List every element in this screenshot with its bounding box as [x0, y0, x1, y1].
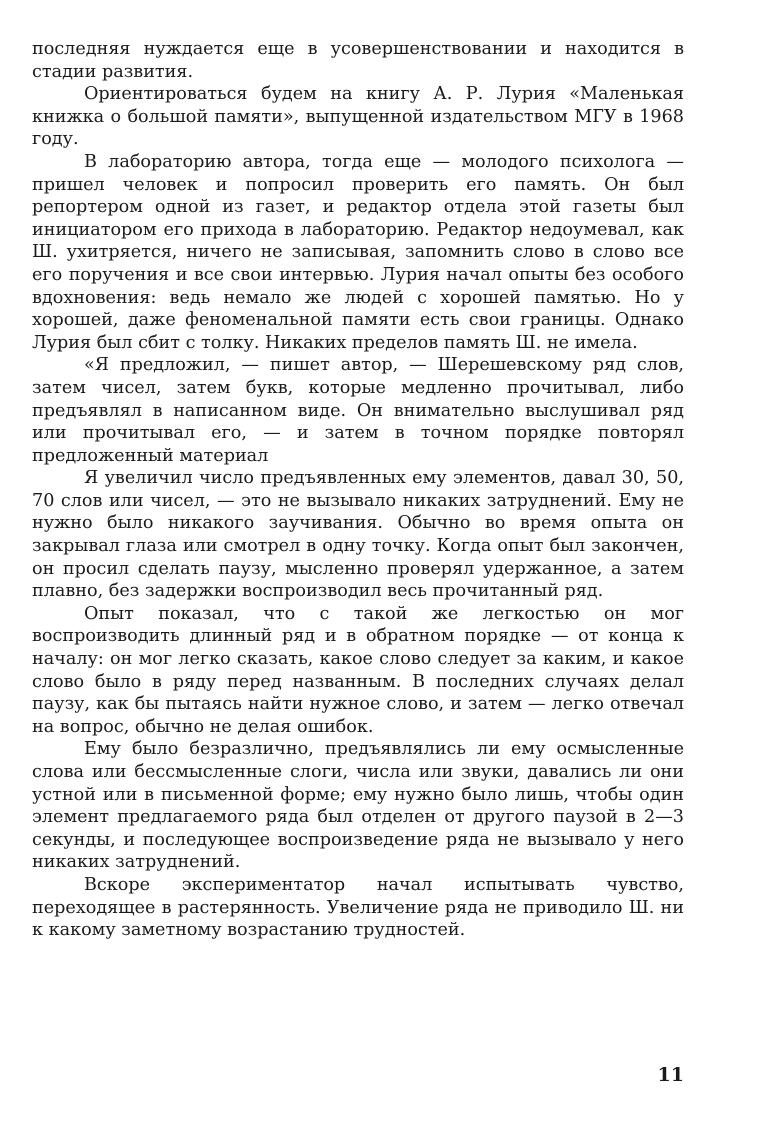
page-number: 11	[657, 1064, 684, 1086]
paragraph-experimenter-confusion: Вскоре экспериментатор начал испытывать чувство, переходящее в растерянность. Увеличение ряда не приводило Ш. ни к какому заметному возрастанию трудностей.	[32, 874, 684, 941]
paragraph-increased-elements: Я увеличил число предъявленных ему элементов, давал 30, 50, 70 слов или чисел, — это не вызывало никаких затруднений. Ему не нужно было никакого заучивания. Обычно во время опыта он закрывал глаза или смотрел в одну точку. Когда опыт был закончен, он просил сделать паузу, мысленно проверял удержанное, а затем плавно, без задержки воспроизводил весь прочитанный ряд.	[32, 468, 684, 602]
paragraph-reverse-order: Опыт показал, что с такой же легкостью он мог воспроизводить длинный ряд и в обратном порядке — от конца к началу: он мог легко сказать, какое слово следует за каким, и какое слово было в ряду перед названным. В последних случаях делал паузу, как бы пытаясь найти нужное слово, и затем — легко отвечал на вопрос, обычно не делая ошибок.	[32, 603, 684, 737]
paragraph-quote-start: «Я предложил, — пишет автор, — Шерешевскому ряд слов, затем чисел, затем букв, которые медленно прочитывал, либо предъявлял в написанном виде. Он внимательно выслушивал ряд или прочитывал его, — и затем в точном порядке повторял предложенный материал	[32, 355, 684, 466]
paragraph-lab-visit: В лабораторию автора, тогда еще — молодого психолога — пришел человек и попросил проверить его память. Он был репортером одной из газет, и редактор отдела этой газеты был инициатором его прихода в лабораторию. Редактор недоумевал, как Ш. ухитряется, ничего не записывая, запомнить слово в слово все его поручения и все свои интервью. Лурия начал опыты без особого вдохновения: ведь немало же людей с хорошей памятью. Но у хорошей, даже феноменальной памяти есть свои границы. Однако Лурия был сбит с толку. Никаких пределов память Ш. не имела.	[32, 151, 684, 353]
page-text	[32, 38, 684, 942]
paragraph-indifference: Ему было безразлично, предъявлялись ли ему осмысленные слова или бессмысленные слоги, числа или звуки, давались ли они устной или в письменной форме; ему нужно было лишь, чтобы один элемент предлагаемого ряда был отделен от другого паузой в 2—3 секунды, и последующее воспроизведение ряда не вызывало у него никаких затруднений.	[32, 739, 684, 873]
paragraph-continuation: последняя нуждается еще в усовершенствовании и находится в стадии развития.	[32, 39, 684, 82]
paragraph-book-reference: Ориентироваться будем на книгу А. Р. Лурия «Маленькая книжка о большой памяти», выпущенной издательством МГУ в 1968 году.	[32, 84, 684, 150]
